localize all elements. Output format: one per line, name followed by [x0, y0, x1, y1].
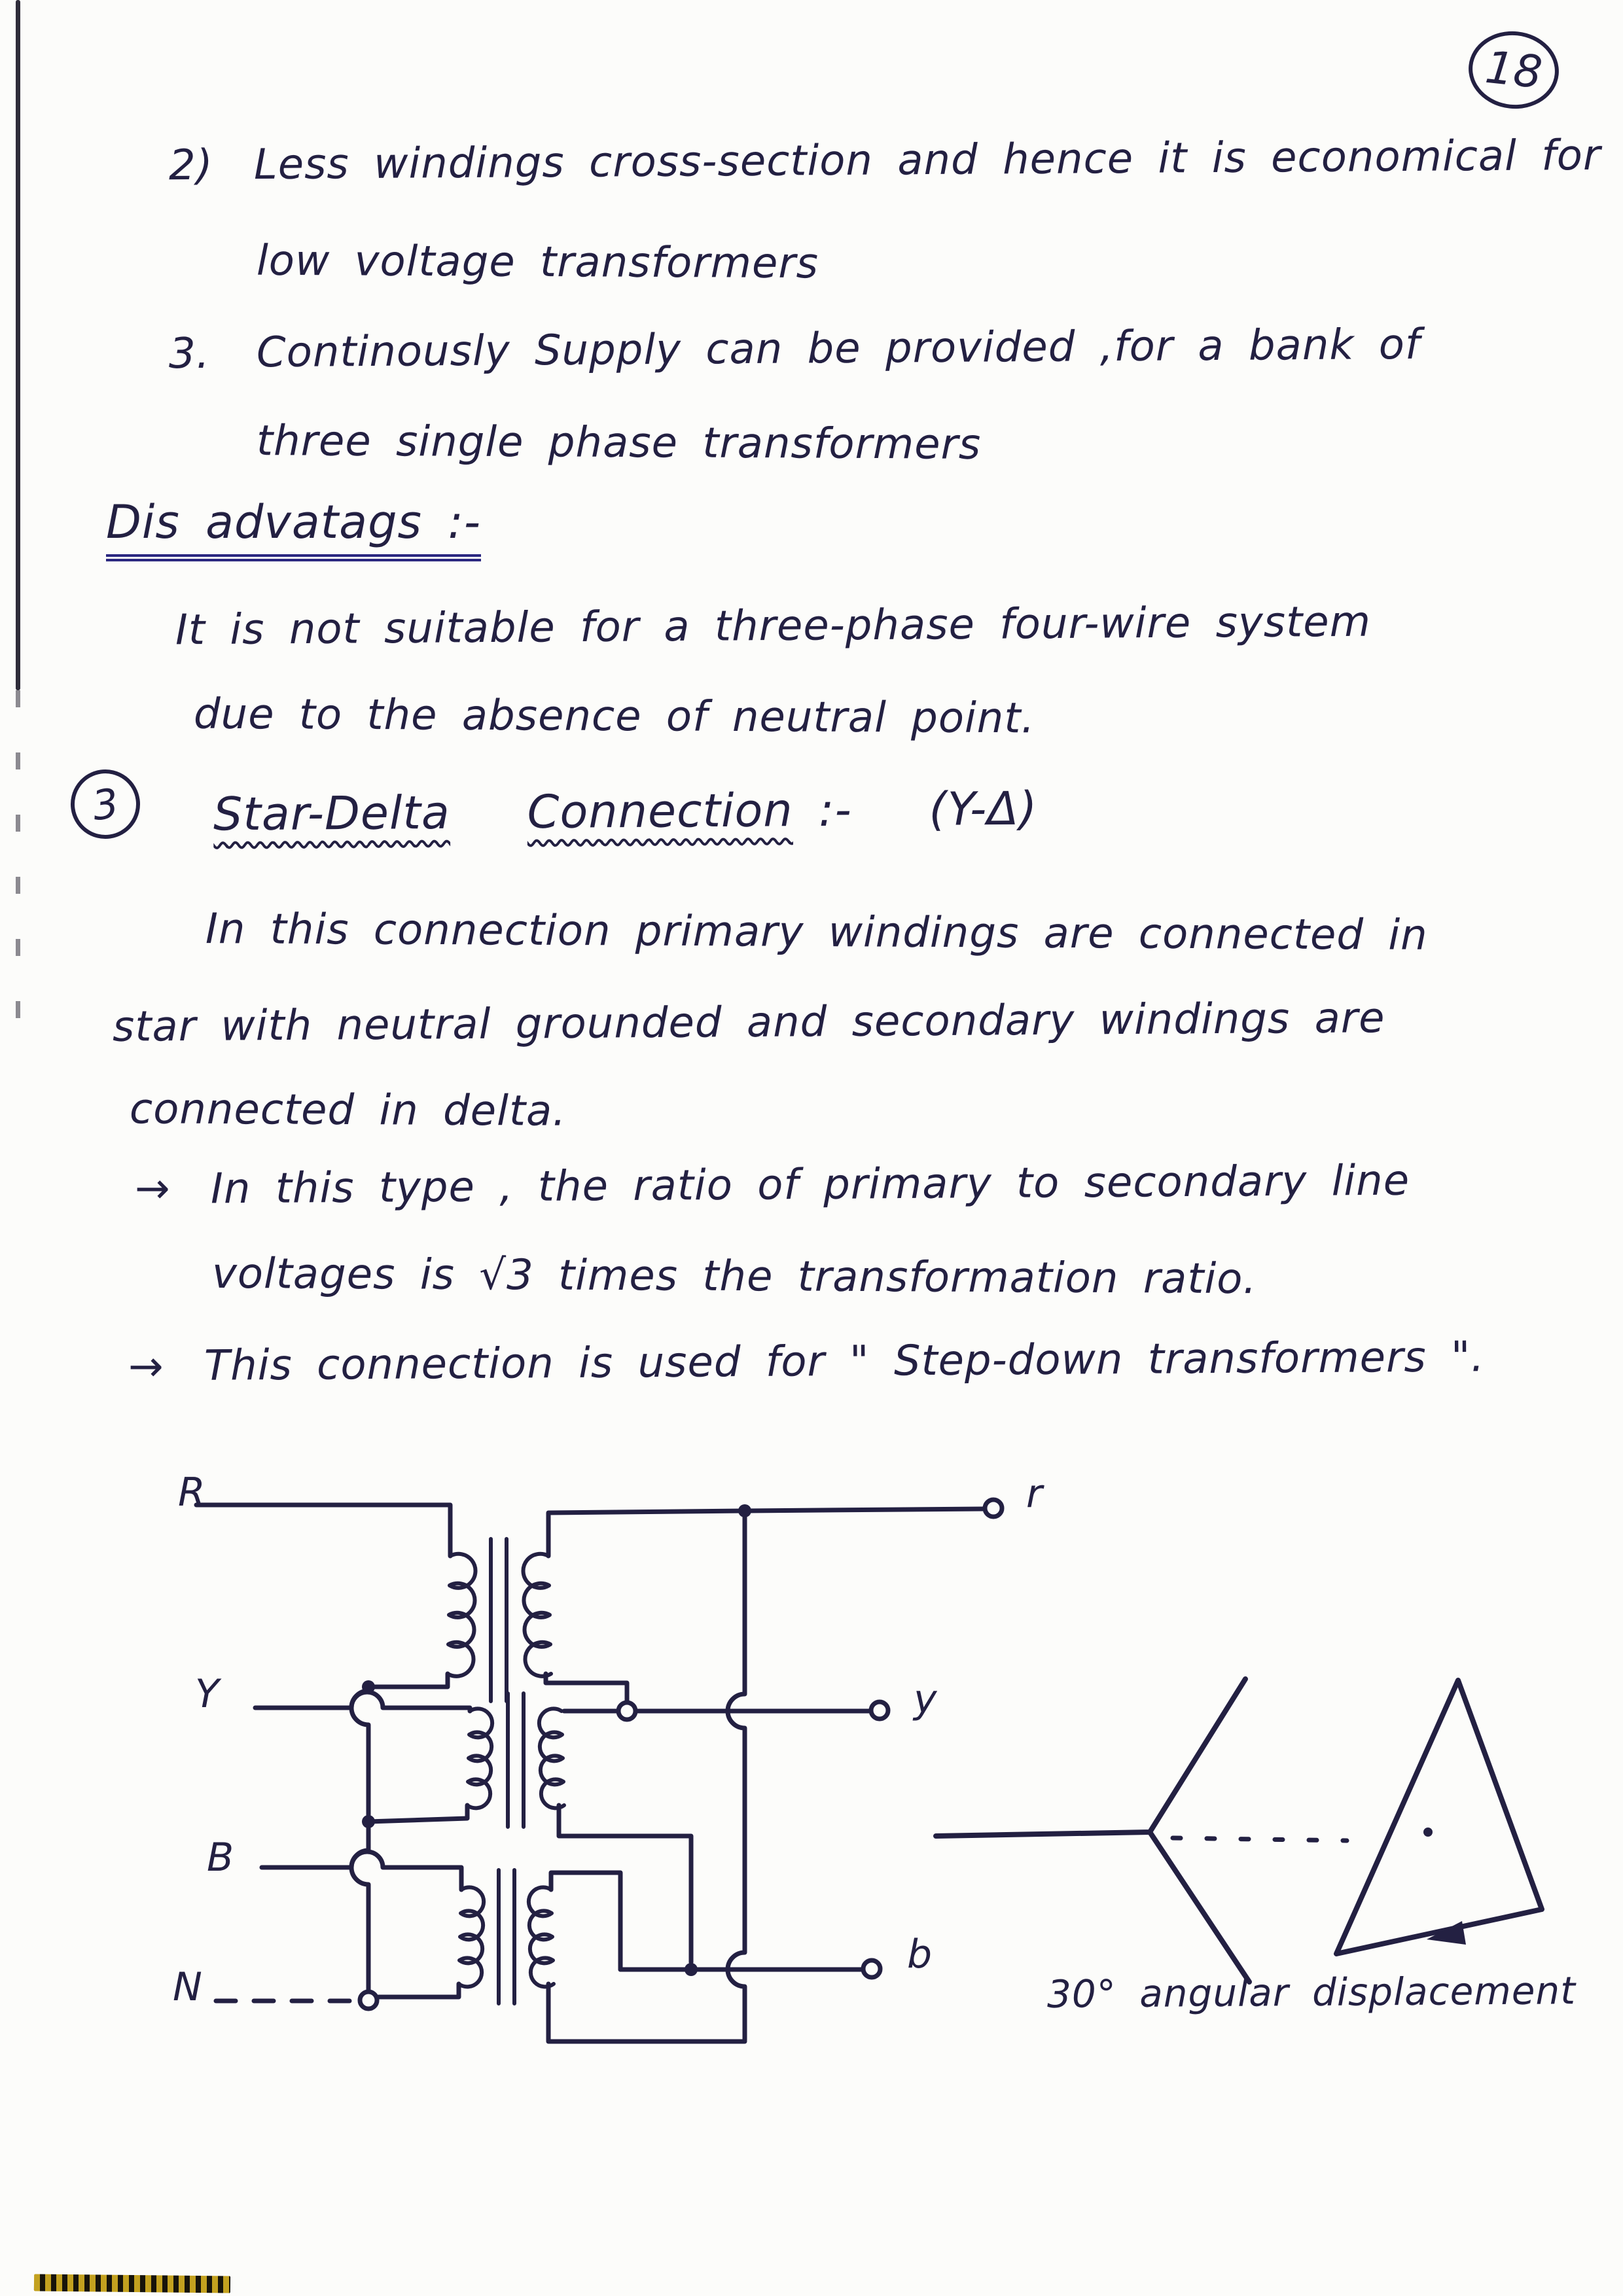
disadvantage-line2: due to the absence of neutral point. [193, 690, 1035, 743]
label-output-b: b [907, 1932, 933, 1977]
t1-secondary-coil [523, 1554, 551, 1676]
y-output-terminal [871, 1702, 888, 1719]
t2-primary-coil [467, 1708, 492, 1808]
t3-secondary-bottom-wire [548, 1984, 745, 2041]
t3-secondary-top-wire [551, 1873, 620, 1969]
bullet2-line1: This connection is used for " Step-down transformers ". [204, 1333, 1486, 1390]
list-item-2-line1: Less windings cross-section and hence it is economical for [253, 131, 1601, 190]
list-item-2-marker: 2) [168, 141, 213, 190]
section-title-word2: Connection [527, 783, 793, 839]
list-item-3-line2: three single phase transformers [256, 417, 982, 469]
t3-primary-coil [459, 1887, 484, 1987]
y-junction-terminal [618, 1703, 635, 1720]
list-item-2-line2: low voltage transformers [256, 236, 819, 289]
paragraph-line3: connected in delta. [129, 1085, 567, 1136]
section-title-word1: Star-Delta [213, 785, 451, 841]
section-number: 3 [89, 779, 122, 830]
section-title-sep: :- [818, 783, 853, 837]
junction-dot-t2 [362, 1815, 375, 1828]
label-output-y: y [914, 1676, 937, 1722]
bottom-edge-strip [34, 2274, 230, 2293]
t1-secondary-bottom-wire [546, 1674, 627, 1702]
t1-core [491, 1539, 507, 1701]
r-phase-input-wire [196, 1505, 450, 1556]
bullet2-arrow-icon: → [128, 1343, 164, 1391]
b-output-terminal [863, 1960, 880, 1977]
disadvantages-heading: Dis advatags :- [106, 497, 481, 548]
delta-edge-arrowhead-icon [1427, 1921, 1466, 1945]
page-number-badge [1465, 27, 1563, 113]
r-output-wire [548, 1509, 985, 1556]
junction-dot-b-line [685, 1963, 698, 1976]
delta-center-dot [1423, 1828, 1433, 1837]
page-number: 18 [1482, 41, 1545, 99]
section-number-badge [66, 765, 145, 843]
delta-phasor-symbol [1336, 1680, 1542, 1954]
t3-secondary-coil [529, 1887, 554, 1987]
page-margin-line [16, 0, 20, 690]
star-point-bus [351, 1687, 368, 1991]
phasor-caption: 30° angular displacement [1046, 1968, 1577, 2017]
t3-core [499, 1870, 514, 2004]
paragraph-line1: In this connection primary windings are connected in [205, 905, 1428, 960]
y-phase-input-wire [255, 1692, 470, 1711]
bullet1-line2: voltages is √3 times the transformation ratio. [211, 1249, 1257, 1304]
b-phase-input-wire [262, 1852, 461, 1890]
label-output-r: r [1026, 1471, 1043, 1517]
label-neutral-N: N [173, 1964, 202, 2010]
label-phase-B: B [207, 1835, 234, 1881]
list-item-3-marker: 3. [169, 330, 211, 378]
label-phase-Y: Y [195, 1671, 219, 1717]
section-title [213, 781, 1038, 841]
section-title-symbol: (Y-Δ) [929, 781, 1038, 836]
star-neutral-point-terminal [360, 1992, 377, 2009]
t2-secondary-coil [539, 1708, 564, 1808]
t1-primary-coil [448, 1554, 476, 1676]
t2-primary-bottom-wire [368, 1805, 467, 1822]
r-output-terminal [985, 1500, 1002, 1517]
t2-secondary-bottom-wire [559, 1805, 691, 1962]
page-margin-line-faded [16, 690, 20, 1031]
t2-core [508, 1693, 524, 1827]
label-phase-R: R [178, 1470, 205, 1515]
bullet1-line1: In this type , the ratio of primary to secondary line [210, 1156, 1410, 1214]
phasor-dashed-link [1173, 1838, 1347, 1841]
t1-primary-bottom-wire [368, 1674, 448, 1687]
t3-primary-bottom-wire [378, 1984, 459, 1997]
bullet1-arrow-icon: → [135, 1165, 171, 1213]
delta-closing-vertical-wire [728, 1511, 745, 2040]
junction-dot-r-line [738, 1504, 751, 1517]
list-item-3-line1: Continously Supply can be provided ,for a bank of [256, 320, 1421, 378]
junction-dot-t1 [362, 1680, 375, 1693]
star-phasor-symbol [936, 1679, 1249, 1982]
paragraph-line2: star with neutral grounded and secondary windings are [112, 994, 1385, 1051]
disadvantage-line1: It is not suitable for a three-phase four-wire system [175, 597, 1372, 655]
